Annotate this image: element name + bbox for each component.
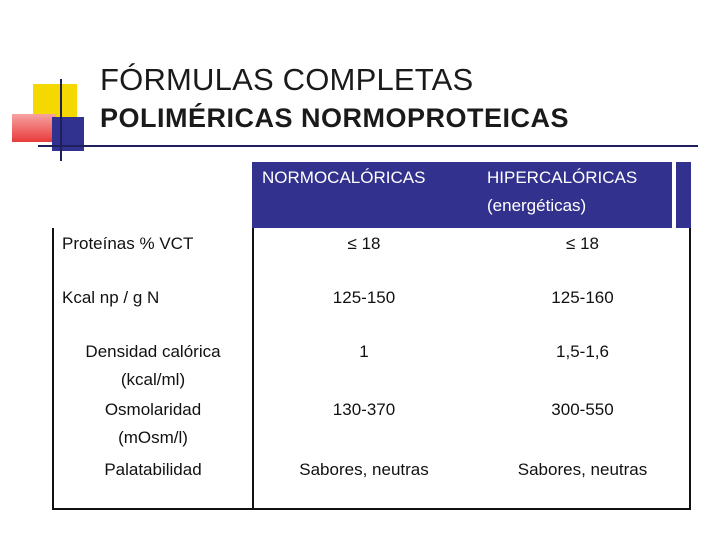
row-label: Kcal np / g N (62, 288, 160, 307)
cell-hiper: 300-550 (551, 400, 614, 419)
cell-normo: Sabores, neutras (299, 460, 429, 479)
row-label: Osmolaridad (mOsm/l) (104, 400, 202, 447)
cell-normo: 130-370 (332, 400, 396, 419)
cell-normo: 125-150 (332, 288, 396, 307)
cell-normo: ≤ 18 (347, 234, 381, 253)
row-label: Proteínas % VCT (62, 234, 194, 253)
slide-subtitle: POLIMÉRICAS NORMOPROTEICAS (100, 103, 570, 133)
header-divider (672, 162, 676, 228)
slide-title: FÓRMULAS COMPLETAS (100, 62, 474, 97)
comparison-table (52, 162, 691, 510)
decor-horizontal-line (38, 145, 698, 147)
cell-hiper: Sabores, neutras (517, 460, 648, 479)
row-label: Densidad calórica (kcal/ml) (85, 342, 221, 389)
cell-hiper: 1,5-1,6 (556, 342, 609, 361)
cell-hiper: ≤ 18 (566, 234, 599, 253)
row-label: Palatabilidad (104, 460, 202, 479)
cell-normo: 1 (359, 342, 369, 361)
decor-red-bar (12, 114, 56, 142)
col-header-hipercaloricas: HIPERCALÓRICAS (energéticas) (487, 168, 638, 215)
cell-hiper: 125-160 (551, 288, 614, 307)
table-header (252, 162, 691, 228)
decor-vertical-line (60, 79, 62, 161)
col-header-normocaloricas: NORMOCALÓRICAS (262, 168, 426, 187)
